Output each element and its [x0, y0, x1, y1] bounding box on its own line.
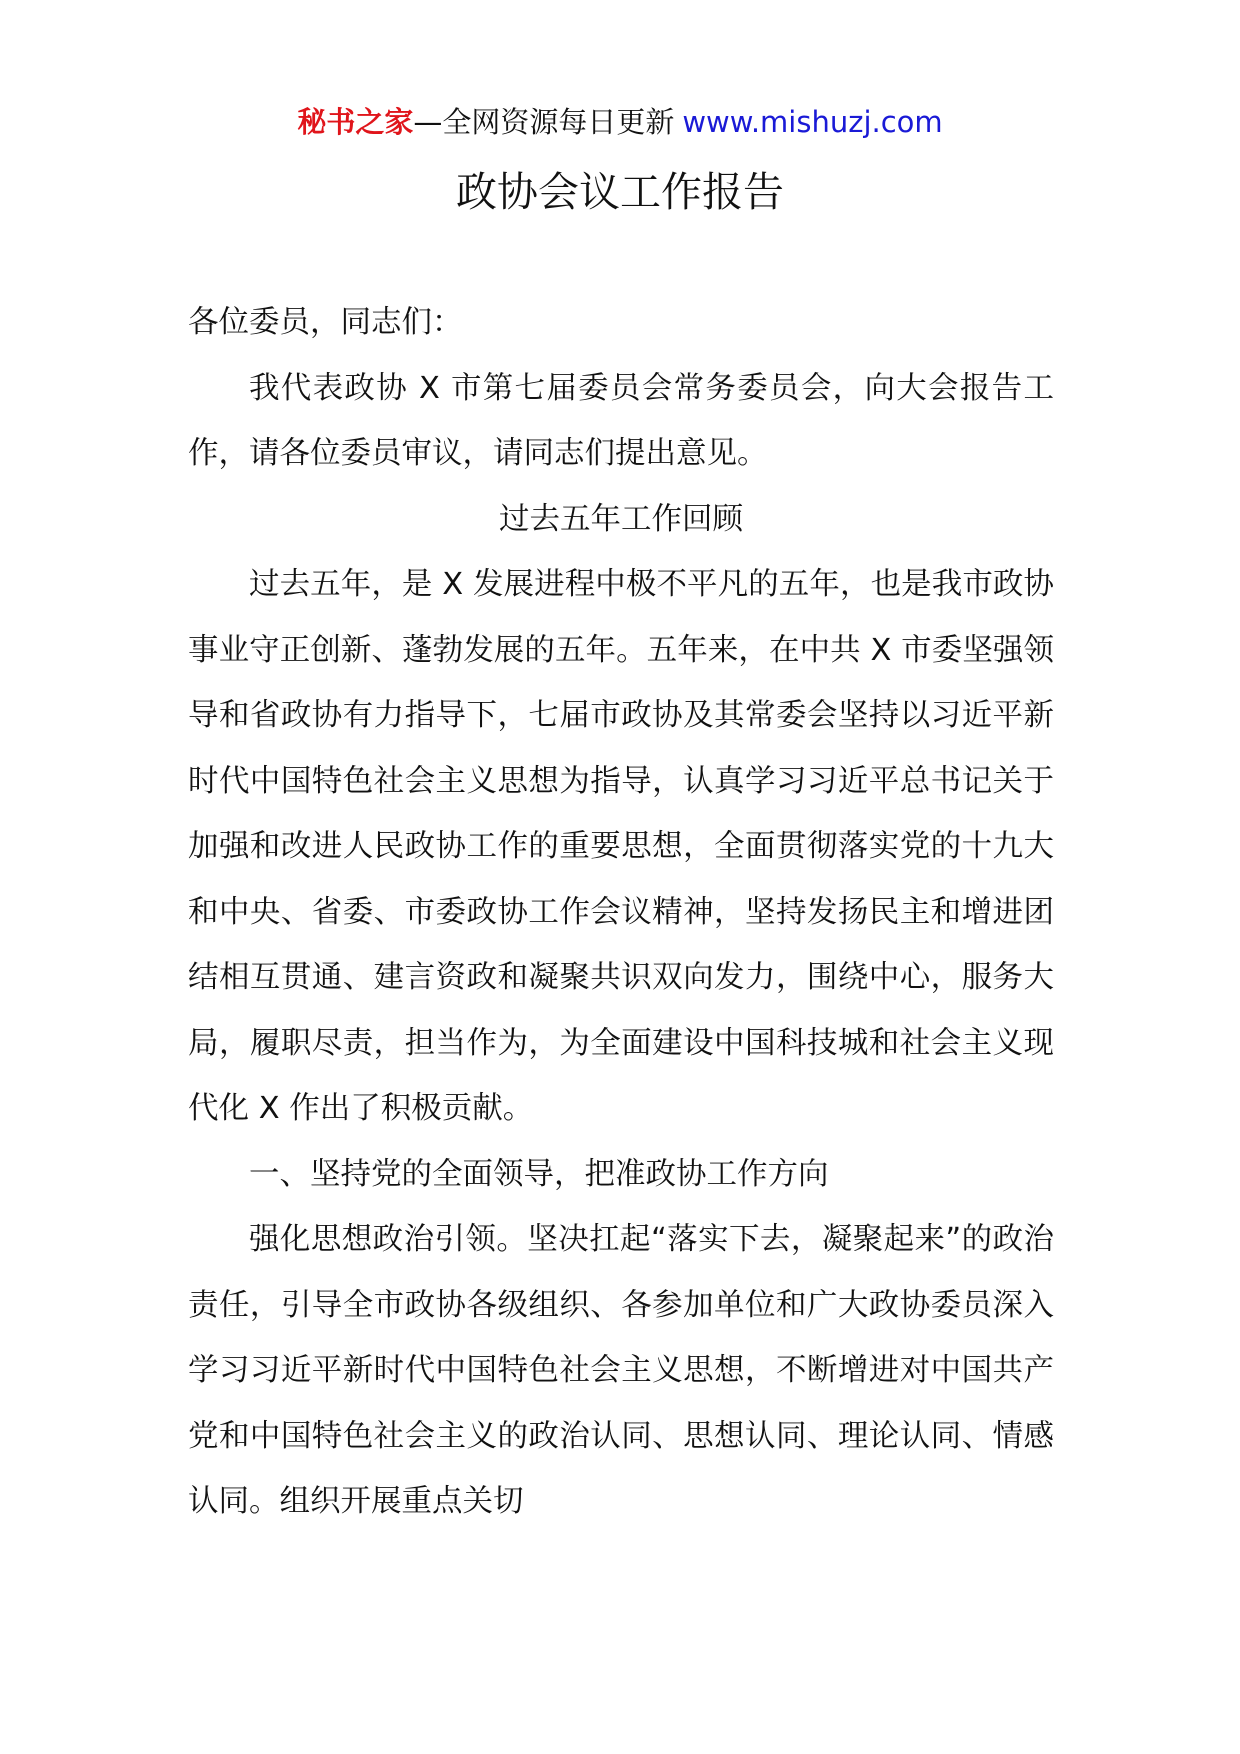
review-paragraph: 过去五年，是 X 发展进程中极不平凡的五年，也是我市政协事业守正创新、蓬勃发展的五年。五年来，在中共 X 市委坚强领导和省政协有力指导下，七届市政协及其常委会坚持以习近平新时代中国特色社会主义思想为指导，认真学习习近平总书记关于加强和改进人民政协工作的重要思想，全面贯彻落实党的十九大和中央、省委、市委政协工作会议精神，坚持发扬民主和增进团结相互贯通、建言资政和凝聚共识双向发力，围绕中心，服务大局，履职尽责，担当作为，为全面建设中国科技城和社会主义现代化 X 作出了积极贡献。 [188, 567, 1054, 1126]
section-heading: 过去五年工作回顾 [499, 501, 743, 537]
site-url-link[interactable]: www.mishuzj.com [682, 105, 943, 139]
brand-name: 秘书之家 [297, 105, 414, 139]
header-tagline: —全网资源每日更新 [413, 105, 675, 139]
site-header [0, 102, 1240, 142]
document-title: 政协会议工作报告 [456, 168, 784, 216]
point-one-heading: 一、坚持党的全面领导，把准政协工作方向 [249, 1156, 829, 1192]
point-one-paragraph: 强化思想政治引领。坚决扛起“落实下去，凝聚起来”的政治责任，引导全市政协各级组织、各参加单位和广大政协委员深入学习习近平新时代中国特色社会主义思想，不断增进对中国共产党和中国特色社会主义的政治认同、思想认同、理论认同、情感认同。组织开展重点关切 [188, 1222, 1054, 1519]
intro-paragraph: 我代表政协 X 市第七届委员会常务委员会，向大会报告工作，请各位委员审议，请同志们提出意见。 [188, 370, 1054, 471]
document-body [188, 290, 1054, 1535]
greeting-line: 各位委员，同志们： [188, 305, 463, 340]
